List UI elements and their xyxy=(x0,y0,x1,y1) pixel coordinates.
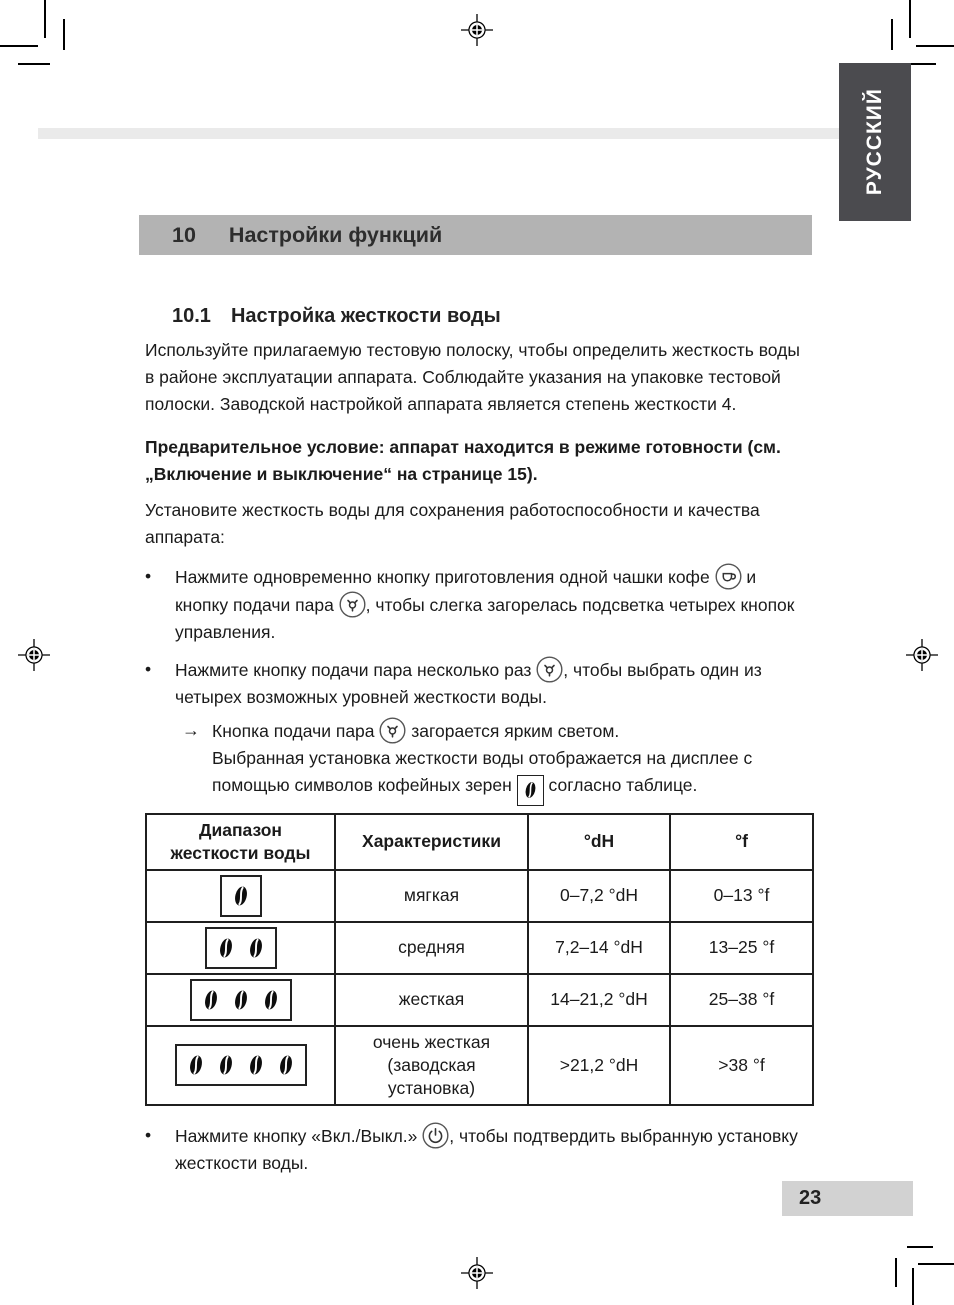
bullet-marker: • xyxy=(145,1124,152,1145)
cell-dh: 0–7,2 °dH xyxy=(528,870,670,922)
precondition-text: Предварительное условие: аппарат находится в режиме готовности (см. „Включение и выключение“ на странице 15). xyxy=(145,437,781,484)
steam-button-icon xyxy=(379,717,406,744)
bullet-text: , чтобы подтвердить выбранную установку жесткости воды. xyxy=(175,1125,798,1173)
cell-characteristic: мягкая xyxy=(335,870,528,922)
cell-f: 13–25 °f xyxy=(670,922,813,974)
crop-mark xyxy=(63,19,65,50)
crop-mark xyxy=(918,1263,954,1265)
result-text: Кнопка подачи пара xyxy=(212,721,380,741)
page-number-box xyxy=(782,1181,913,1216)
cell-dh: 7,2–14 °dH xyxy=(528,922,670,974)
cell-characteristic: очень жесткая (заводская установка) xyxy=(335,1026,528,1105)
coffee-bean-icon xyxy=(188,1053,204,1077)
coffee-bean-icon xyxy=(218,936,234,960)
table-row xyxy=(146,870,813,922)
chapter-title: Настройки функций xyxy=(228,222,443,247)
coffee-bean-icon xyxy=(278,1053,294,1077)
language-tab xyxy=(839,63,911,221)
table-row xyxy=(146,1026,813,1105)
section-number: 10.1 xyxy=(172,305,211,327)
crop-mark xyxy=(916,45,954,47)
result-text: загорается ярким светом. xyxy=(406,721,620,741)
bean-level-indicator xyxy=(190,979,292,1021)
chapter-banner xyxy=(139,215,812,255)
bullet-item-press-both-buttons xyxy=(145,563,812,646)
bullet-item-press-steam-repeatedly xyxy=(145,656,812,711)
header-characteristics: Характеристики xyxy=(335,814,528,870)
table-header-row xyxy=(146,814,813,870)
single-cup-button-icon xyxy=(715,563,742,590)
result-text: согласно таблице. xyxy=(543,775,698,795)
crop-mark xyxy=(18,63,50,65)
steam-button-icon xyxy=(536,656,563,683)
chapter-number: 10 xyxy=(172,222,196,247)
bullet-text: Нажмите кнопку «Вкл./Выкл.» xyxy=(175,1125,423,1146)
bean-display-box xyxy=(517,775,544,806)
cell-dh: 14–21,2 °dH xyxy=(528,974,670,1026)
cell-f: 25–38 °f xyxy=(670,974,813,1026)
page-number: 23 xyxy=(799,1187,822,1209)
steam-button-icon xyxy=(339,591,366,618)
language-tab-label: РУССКИЙ xyxy=(863,88,886,196)
result-item-steam-button-lights xyxy=(182,717,812,806)
crop-mark xyxy=(44,0,46,38)
cell-characteristic: жесткая xyxy=(335,974,528,1026)
coffee-bean-icon xyxy=(263,988,279,1012)
cell-characteristic: средняя xyxy=(335,922,528,974)
bullet-text: и кнопку подачи пара xyxy=(175,567,757,615)
crop-mark xyxy=(891,19,893,50)
coffee-bean-icon xyxy=(218,1053,234,1077)
result-arrow-icon: → xyxy=(182,720,200,740)
section-heading xyxy=(172,305,812,328)
page-content xyxy=(139,0,812,1177)
registration-mark-icon xyxy=(16,637,52,673)
header-f: °f xyxy=(670,814,813,870)
crop-mark xyxy=(0,45,38,47)
cell-dh: >21,2 °dH xyxy=(528,1026,670,1105)
water-hardness-table xyxy=(145,813,814,1106)
section-title: Настройка жесткости воды xyxy=(230,305,501,327)
coffee-bean-icon xyxy=(233,988,249,1012)
bullet-text: Нажмите кнопку подачи пара несколько раз xyxy=(175,660,537,680)
bullet-text: , чтобы слегка загорелась подсветка четырех кнопок управления. xyxy=(175,595,795,642)
table-row xyxy=(146,922,813,974)
registration-mark-icon xyxy=(459,1255,495,1291)
header-dh: °dH xyxy=(528,814,670,870)
cell-f: 0–13 °f xyxy=(670,870,813,922)
bean-level-indicator xyxy=(175,1044,307,1086)
bean-level-indicator xyxy=(220,875,262,917)
intro-paragraph: Используйте прилагаемую тестовую полоску, чтобы определить жесткость воды в районе эксплуатации аппарата. Соблюдайте указания на упаковке тестовой полоски. Заводской настройкой аппарата является степень жесткости 4. xyxy=(145,340,800,414)
crop-mark xyxy=(907,1246,933,1248)
bean-level-indicator xyxy=(205,927,277,969)
table-row xyxy=(146,974,813,1026)
coffee-bean-icon xyxy=(524,780,537,800)
crop-mark xyxy=(909,0,911,38)
setup-paragraph: Установите жесткость воды для сохранения работоспособности и качества аппарата: xyxy=(145,500,760,547)
bullet-marker: • xyxy=(145,659,152,679)
bullet-text: , чтобы выбрать один из четырех возможных уровней жесткости воды. xyxy=(175,660,762,707)
bullet-marker: • xyxy=(145,566,152,586)
result-text: Выбранная установка жесткости воды отображается на дисплее с помощью символов кофейных зерен xyxy=(212,748,753,795)
power-button-icon xyxy=(422,1122,449,1149)
cell-f: >38 °f xyxy=(670,1026,813,1105)
coffee-bean-icon xyxy=(248,936,264,960)
coffee-bean-icon xyxy=(233,884,249,908)
bullet-text: Нажмите одновременно кнопку приготовления одной чашки кофе xyxy=(175,567,715,587)
header-hardness-range: Диапазон жесткости воды xyxy=(146,814,335,870)
coffee-bean-icon xyxy=(248,1053,264,1077)
crop-mark xyxy=(895,1258,897,1287)
coffee-bean-icon xyxy=(203,988,219,1012)
registration-mark-icon xyxy=(904,637,940,673)
crop-mark xyxy=(912,1268,914,1305)
bullet-item-press-power-to-confirm xyxy=(145,1122,812,1177)
